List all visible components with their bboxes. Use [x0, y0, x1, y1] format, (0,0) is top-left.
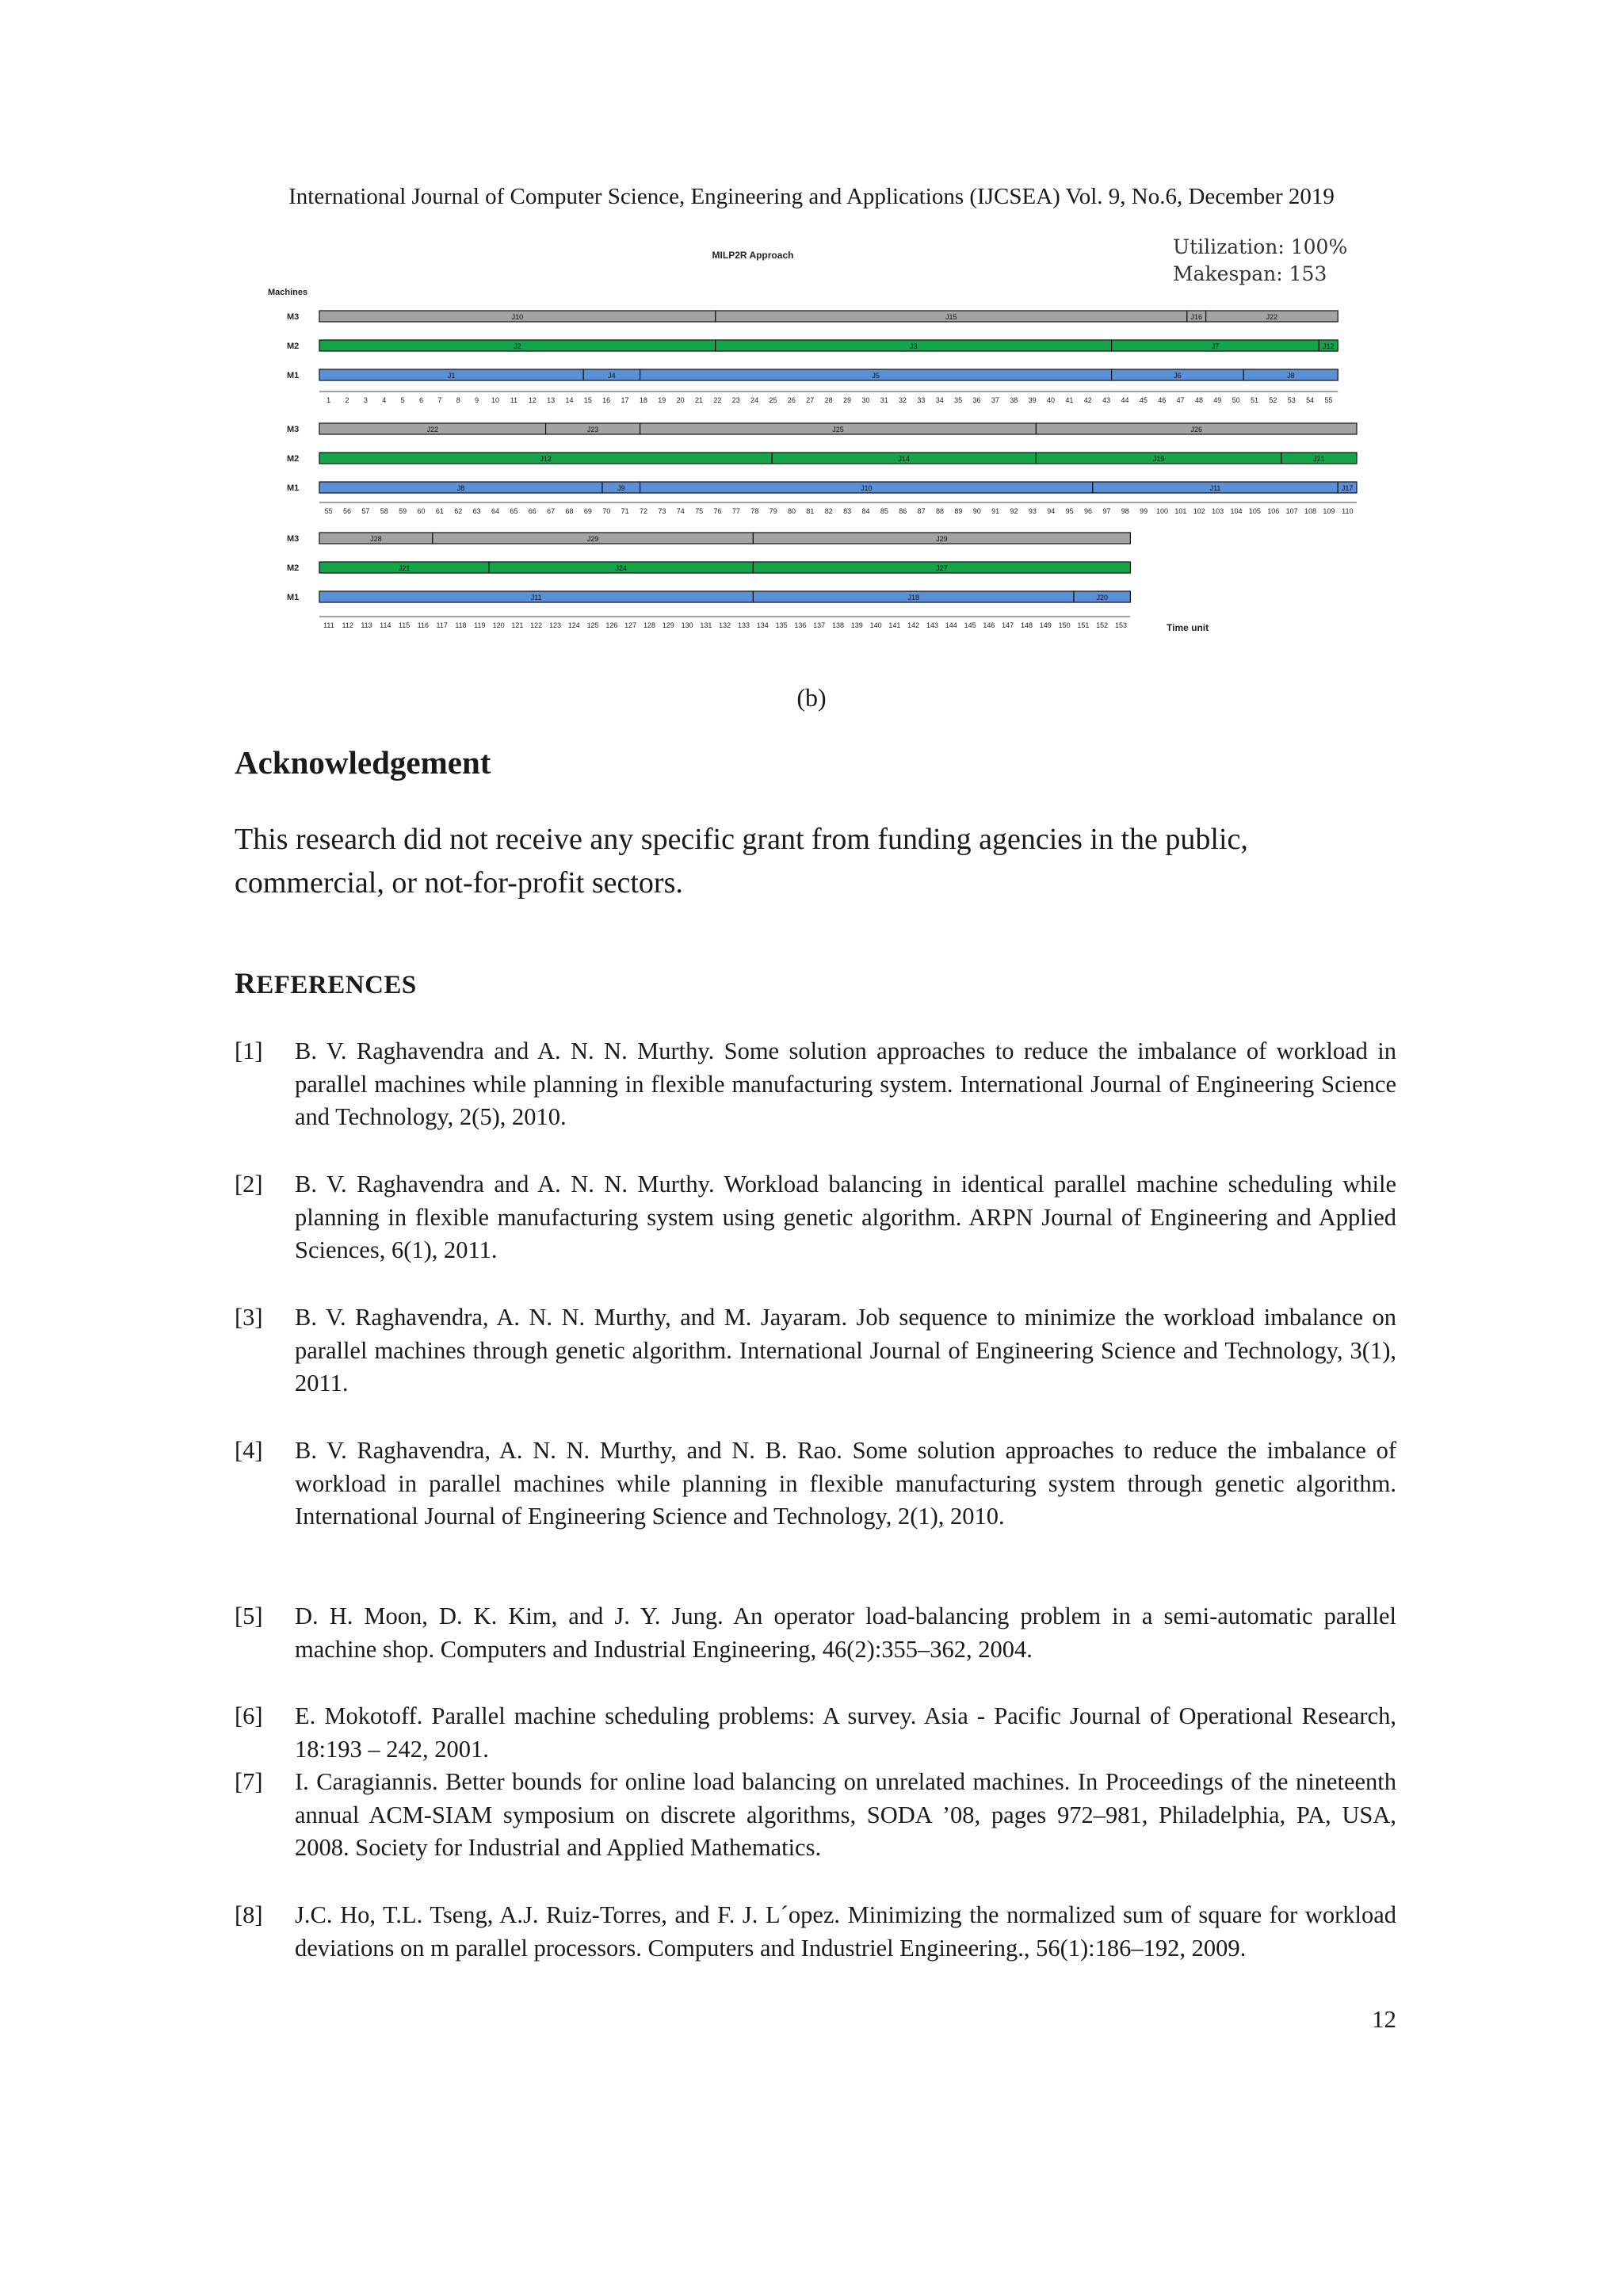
- time-tick-label: 110: [1342, 507, 1354, 515]
- time-tick-label: 120: [492, 621, 505, 629]
- time-tick-label: 9: [475, 396, 479, 404]
- time-tick-label: 77: [731, 507, 740, 515]
- reference-text: B. V. Raghavendra and A. N. N. Murthy. Some solution approaches to reduce the imbalance of workload in parallel machines while planning in flexible manufacturing system. International Journal of Engineering Science and Technology, 2(5), 2010.: [295, 1037, 1396, 1130]
- time-tick-label: 5: [400, 396, 405, 404]
- gantt-bar-label: J10: [860, 484, 873, 492]
- gantt-bar-label: J23: [586, 426, 599, 434]
- reference-text: D. H. Moon, D. K. Kim, and J. Y. Jung. An operator load-balancing problem in a semi-automatic parallel machine shop. Computers and Industrial Engineering, 46(2):355–362, 2004.: [295, 1603, 1396, 1663]
- time-tick-label: 117: [436, 621, 448, 629]
- gantt-bar-label: J9: [617, 484, 625, 492]
- time-tick-label: 72: [640, 507, 648, 515]
- machine-label: M1: [287, 483, 300, 493]
- references-heading-initial: R: [235, 968, 257, 1000]
- time-tick-label: 145: [964, 621, 976, 629]
- time-tick-label: 141: [888, 621, 901, 629]
- gantt-bar-label: J12: [1323, 342, 1335, 350]
- reference-number: [8]: [235, 1901, 263, 1928]
- time-tick-label: 129: [662, 621, 674, 629]
- time-tick-label: 3: [363, 396, 368, 404]
- time-tick-label: 83: [843, 507, 852, 515]
- time-tick-label: 94: [1047, 507, 1056, 515]
- reference-number: [7]: [235, 1768, 263, 1795]
- machine-label: M2: [287, 563, 300, 573]
- time-tick-label: 81: [806, 507, 815, 515]
- time-tick-label: 24: [750, 396, 759, 404]
- time-tick-label: 153: [1114, 621, 1128, 629]
- time-tick-label: 86: [899, 507, 907, 515]
- gantt-bar-label: J10: [511, 313, 524, 321]
- gantt-bar-label: J28: [370, 535, 382, 543]
- time-tick-label: 75: [695, 507, 704, 515]
- time-tick-label: 92: [1010, 507, 1018, 515]
- gantt-bar-label: J21: [1313, 455, 1325, 463]
- time-tick-label: 63: [472, 507, 481, 515]
- makespan-stat: Makespan: 153: [1173, 262, 1327, 285]
- reference-number: [6]: [235, 1702, 263, 1729]
- time-tick-label: 137: [813, 621, 826, 629]
- time-tick-label: 124: [567, 621, 580, 629]
- time-tick-label: 136: [794, 621, 807, 629]
- time-tick-label: 84: [861, 507, 870, 515]
- gantt-bar-label: J29: [586, 535, 599, 543]
- time-tick-label: 146: [983, 621, 995, 629]
- time-tick-label: 106: [1267, 507, 1280, 515]
- time-tick-label: 47: [1176, 396, 1185, 404]
- reference-item: [235, 1168, 1396, 1267]
- time-tick-label: 42: [1083, 396, 1092, 404]
- gantt-chart: [0, 0, 1623, 650]
- machine-label: M1: [287, 593, 300, 602]
- time-tick-label: 2: [345, 396, 349, 404]
- time-tick-label: 44: [1121, 396, 1129, 404]
- time-tick-label: 148: [1020, 621, 1033, 629]
- time-tick-label: 7: [437, 396, 442, 404]
- time-tick-label: 73: [658, 507, 666, 515]
- machine-label: M2: [287, 342, 300, 351]
- time-tick-label: 65: [510, 507, 518, 515]
- time-tick-label: 17: [621, 396, 629, 404]
- time-tick-label: 26: [787, 396, 796, 404]
- reference-number: [4]: [235, 1437, 263, 1464]
- acknowledgement-heading: Acknowledgement: [235, 744, 491, 781]
- time-tick-label: 32: [899, 396, 907, 404]
- gantt-bar-label: J7: [1211, 342, 1220, 350]
- references-heading-rest: EFERENCES: [256, 971, 417, 999]
- time-tick-label: 105: [1248, 507, 1261, 515]
- time-tick-label: 100: [1156, 507, 1169, 515]
- time-tick-label: 31: [880, 396, 888, 404]
- time-tick-label: 76: [713, 507, 722, 515]
- gantt-bar-label: J5: [872, 372, 880, 380]
- time-tick-label: 115: [398, 621, 411, 629]
- time-tick-label: 112: [342, 621, 353, 629]
- time-tick-label: 51: [1251, 396, 1259, 404]
- time-tick-label: 58: [380, 507, 388, 515]
- time-tick-label: 125: [586, 621, 599, 629]
- time-tick-label: 43: [1102, 396, 1111, 404]
- time-tick-label: 133: [737, 621, 750, 629]
- time-tick-label: 50: [1232, 396, 1240, 404]
- reference-item: [235, 1035, 1396, 1134]
- time-tick-label: 69: [583, 507, 592, 515]
- machine-label: M3: [287, 312, 300, 322]
- time-tick-label: 36: [972, 396, 981, 404]
- time-tick-label: 101: [1174, 507, 1187, 515]
- reference-text: E. Mokotoff. Parallel machine scheduling problems: A survey. Asia - Pacific Journal of Operational Research, 18:193 – 242, 2001.: [295, 1702, 1396, 1763]
- time-tick-label: 89: [954, 507, 963, 515]
- time-tick-label: 121: [511, 621, 524, 629]
- time-tick-label: 98: [1121, 507, 1129, 515]
- reference-text: I. Caragiannis. Better bounds for online load balancing on unrelated machines. In Proceedings of the nineteenth annual ACM-SIAM symposium on discrete algorithms, SODA ’08, pages 972–981, Philadelphia, PA, USA, 2008. Society for Industrial and Applied Mathematics.: [295, 1768, 1396, 1861]
- time-tick-label: 142: [907, 621, 920, 629]
- time-tick-label: 61: [435, 507, 444, 515]
- time-tick-label: 88: [936, 507, 945, 515]
- machine-label: M3: [287, 425, 300, 434]
- reference-item: [235, 1301, 1396, 1400]
- x-axis-title: Time unit: [1167, 622, 1209, 633]
- time-tick-label: 128: [643, 621, 656, 629]
- chart-title: MILP2R Approach: [712, 250, 794, 261]
- time-tick-label: 96: [1084, 507, 1093, 515]
- machine-label: M2: [287, 454, 300, 464]
- time-tick-label: 90: [972, 507, 981, 515]
- time-tick-label: 59: [399, 507, 407, 515]
- time-tick-label: 56: [343, 507, 352, 515]
- reference-text: J.C. Ho, T.L. Tseng, A.J. Ruiz-Torres, and F. J. L´opez. Minimizing the normalized sum of square for workload deviations on m parallel processors. Computers and Industriel Engineering., 56(1):186–192, 2009.: [295, 1901, 1396, 1962]
- time-tick-label: 1: [327, 396, 331, 404]
- gantt-bar-label: J8: [1286, 372, 1295, 380]
- time-tick-label: 38: [1010, 396, 1018, 404]
- references-heading: [235, 967, 417, 1001]
- utilization-stat: Utilization: 100%: [1173, 235, 1348, 258]
- gantt-bar-label: J12: [540, 455, 552, 463]
- time-tick-label: 131: [700, 621, 712, 629]
- time-tick-label: 91: [991, 507, 1000, 515]
- gantt-bar-label: J11: [1209, 484, 1221, 492]
- gantt-bar-label: J16: [1190, 313, 1202, 321]
- time-tick-label: 13: [547, 396, 556, 404]
- reference-number: [3]: [235, 1304, 263, 1331]
- time-tick-label: 37: [991, 396, 999, 404]
- time-tick-label: 10: [491, 396, 499, 404]
- gantt-bar-label: J18: [907, 594, 919, 602]
- running-header: International Journal of Computer Science, Engineering and Applications (IJCSEA) Vol. 9, No.6, December 2019: [288, 184, 1335, 209]
- gantt-bar-label: J1: [447, 372, 456, 380]
- reference-number: [2]: [235, 1171, 263, 1198]
- time-tick-label: 71: [621, 507, 629, 515]
- time-tick-label: 70: [602, 507, 611, 515]
- time-tick-label: 114: [380, 621, 391, 629]
- reference-text: B. V. Raghavendra and A. N. N. Murthy. Workload balancing in identical parallel machine scheduling while planning in flexible manufacturing system using genetic algorithm. ARPN Journal of Engineering and Applied Sciences, 6(1), 2011.: [295, 1171, 1396, 1263]
- time-tick-label: 19: [658, 396, 666, 404]
- gantt-bar-label: J26: [1190, 426, 1202, 434]
- time-tick-label: 119: [474, 621, 486, 629]
- reference-item: [235, 1600, 1396, 1666]
- time-tick-label: 15: [583, 396, 592, 404]
- time-tick-label: 130: [681, 621, 693, 629]
- figure-caption: (b): [796, 683, 827, 712]
- page-number: 12: [1372, 2005, 1396, 2033]
- time-tick-label: 93: [1028, 507, 1037, 515]
- time-tick-label: 41: [1065, 396, 1074, 404]
- gantt-bar-label: J24: [615, 564, 628, 572]
- time-tick-label: 4: [382, 396, 387, 404]
- time-tick-label: 111: [323, 621, 334, 629]
- time-tick-label: 118: [455, 621, 467, 629]
- time-tick-label: 34: [935, 396, 944, 404]
- time-tick-label: 151: [1077, 621, 1090, 629]
- time-tick-label: 12: [528, 396, 537, 404]
- time-tick-label: 78: [750, 507, 759, 515]
- time-tick-label: 46: [1158, 396, 1167, 404]
- time-tick-label: 79: [769, 507, 777, 515]
- time-tick-label: 143: [926, 621, 939, 629]
- time-tick-label: 116: [417, 621, 430, 629]
- time-tick-label: 60: [417, 507, 426, 515]
- time-tick-label: 138: [831, 621, 845, 629]
- gantt-bar-label: J22: [426, 426, 439, 434]
- time-tick-label: 82: [824, 507, 833, 515]
- gantt-bar-label: J17: [1341, 484, 1354, 492]
- gantt-bar-label: J22: [1266, 313, 1278, 321]
- time-tick-label: 126: [605, 621, 618, 629]
- time-tick-label: 6: [419, 396, 424, 404]
- acknowledgement-body: This research did not receive any specific grant from funding agencies in the public, commercial, or not-for-profit sectors.: [235, 823, 1248, 900]
- time-tick-label: 66: [528, 507, 537, 515]
- machine-label: M3: [287, 534, 300, 544]
- time-tick-label: 103: [1212, 507, 1224, 515]
- time-tick-label: 122: [530, 621, 543, 629]
- time-tick-label: 144: [945, 621, 957, 629]
- time-tick-label: 97: [1102, 507, 1111, 515]
- time-tick-label: 123: [548, 621, 562, 629]
- time-tick-label: 55: [324, 507, 333, 515]
- time-tick-label: 135: [775, 621, 788, 629]
- gantt-bar-label: J3: [909, 342, 918, 350]
- time-tick-label: 95: [1065, 507, 1074, 515]
- time-tick-label: 57: [361, 507, 370, 515]
- time-tick-label: 45: [1139, 396, 1148, 404]
- gantt-bar-label: J19: [1152, 455, 1165, 463]
- time-tick-label: 11: [510, 396, 518, 404]
- time-tick-label: 99: [1140, 507, 1148, 515]
- time-tick-label: 147: [1002, 621, 1014, 629]
- time-tick-label: 152: [1096, 621, 1109, 629]
- time-tick-label: 55: [1324, 396, 1333, 404]
- time-tick-label: 35: [954, 396, 963, 404]
- time-tick-label: 68: [565, 507, 574, 515]
- reference-number: [1]: [235, 1037, 263, 1064]
- time-tick-label: 27: [806, 396, 815, 404]
- time-tick-label: 16: [602, 396, 611, 404]
- time-tick-label: 132: [719, 621, 731, 629]
- time-tick-label: 85: [880, 507, 888, 515]
- time-tick-label: 54: [1306, 396, 1315, 404]
- gantt-bar-label: J20: [1096, 594, 1108, 602]
- time-tick-label: 28: [824, 396, 833, 404]
- gantt-bar-label: J11: [530, 594, 542, 602]
- gantt-bar-label: J25: [832, 426, 844, 434]
- time-tick-label: 33: [917, 396, 926, 404]
- reference-text: B. V. Raghavendra, A. N. N. Murthy, and M. Jayaram. Job sequence to minimize the workload imbalance on parallel machines through genetic algorithm. International Journal of Engineering Science and Technology, 3(1), 2011.: [295, 1304, 1396, 1396]
- reference-item: [235, 1899, 1396, 1965]
- time-tick-label: 48: [1194, 396, 1203, 404]
- gantt-bar-label: J21: [398, 564, 411, 572]
- time-tick-label: 109: [1323, 507, 1335, 515]
- time-tick-label: 40: [1046, 396, 1056, 404]
- time-tick-label: 127: [624, 621, 637, 629]
- time-tick-label: 74: [676, 507, 685, 515]
- time-tick-label: 8: [456, 396, 460, 404]
- time-tick-label: 80: [788, 507, 796, 515]
- time-tick-label: 52: [1269, 396, 1277, 404]
- time-tick-label: 87: [917, 507, 926, 515]
- time-tick-label: 25: [769, 396, 777, 404]
- time-tick-label: 104: [1230, 507, 1243, 515]
- time-tick-label: 29: [842, 396, 851, 404]
- reference-item: [235, 1435, 1396, 1534]
- reference-number: [5]: [235, 1603, 263, 1629]
- time-tick-label: 64: [491, 507, 500, 515]
- gantt-bar-label: J29: [936, 535, 948, 543]
- gantt-bar-label: J4: [608, 372, 616, 380]
- reference-text: B. V. Raghavendra, A. N. N. Murthy, and N. B. Rao. Some solution approaches to reduce the imbalance of workload in parallel machines while planning in flexible manufacturing system through genetic algorithm. International Journal of Engineering Science and Technology, 2(1), 2010.: [295, 1437, 1396, 1530]
- time-tick-label: 18: [639, 396, 647, 404]
- gantt-bar-label: J8: [456, 484, 465, 492]
- gantt-bar-label: J15: [945, 313, 957, 321]
- gantt-bar-label: J6: [1174, 372, 1182, 380]
- time-tick-label: 67: [547, 507, 556, 515]
- gantt-bar-label: J27: [936, 564, 948, 572]
- gantt-bar-label: J2: [514, 342, 521, 350]
- time-tick-label: 107: [1285, 507, 1298, 515]
- reference-item: [235, 1766, 1396, 1865]
- time-tick-label: 149: [1039, 621, 1052, 629]
- time-tick-label: 62: [454, 507, 463, 515]
- gantt-bar-label: J14: [898, 455, 911, 463]
- time-tick-label: 113: [361, 621, 372, 629]
- time-tick-label: 134: [756, 621, 769, 629]
- reference-item: [235, 1700, 1396, 1766]
- time-tick-label: 49: [1213, 396, 1222, 404]
- time-tick-label: 14: [565, 396, 574, 404]
- machine-label: M1: [287, 371, 300, 380]
- time-tick-label: 22: [713, 396, 722, 404]
- time-tick-label: 23: [731, 396, 740, 404]
- time-tick-label: 102: [1193, 507, 1205, 515]
- time-tick-label: 140: [869, 621, 882, 629]
- time-tick-label: 21: [695, 396, 704, 404]
- y-axis-title: Machines: [268, 288, 308, 297]
- time-tick-label: 30: [861, 396, 870, 404]
- time-tick-label: 53: [1287, 396, 1296, 404]
- time-tick-label: 39: [1028, 396, 1037, 404]
- time-tick-label: 150: [1058, 621, 1071, 629]
- time-tick-label: 139: [850, 621, 863, 629]
- time-tick-label: 20: [676, 396, 685, 404]
- time-tick-label: 108: [1304, 507, 1317, 515]
